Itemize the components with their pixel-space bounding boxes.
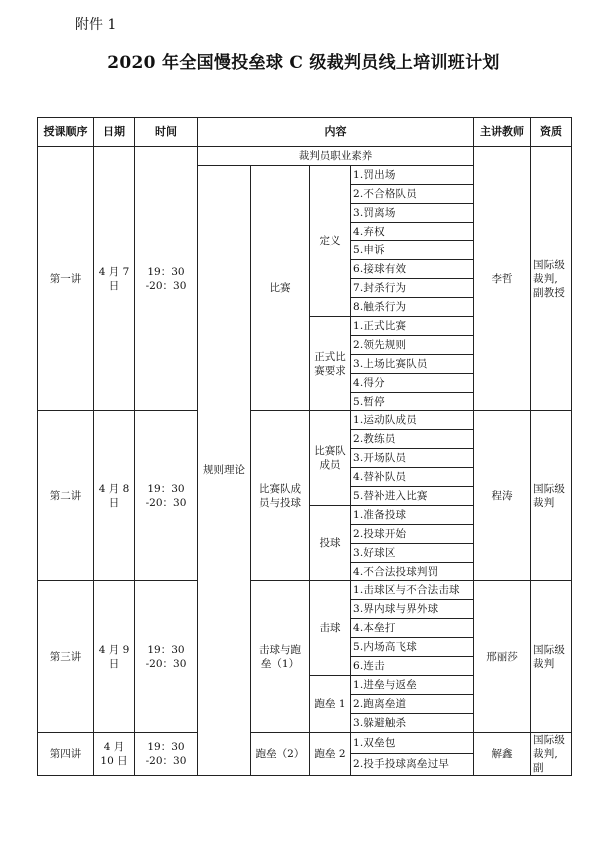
header-content: 内容	[198, 118, 474, 147]
batting-item: 6.连击	[351, 657, 474, 676]
pitching-item: 3.好球区	[351, 543, 474, 562]
definition-item: 4.弃权	[351, 222, 474, 241]
team-members-cell: 比赛队成员	[310, 411, 351, 505]
header-row	[38, 118, 572, 147]
definition-item: 6.接球有效	[351, 260, 474, 279]
definition-item: 1.罚出场	[351, 165, 474, 184]
lecture-1-order: 第一讲	[38, 147, 94, 411]
lecture-4-qualification: 国际级裁判,副	[531, 732, 572, 775]
lecture-1-teacher: 李哲	[474, 147, 531, 411]
definition-item: 7.封杀行为	[351, 279, 474, 298]
pitching-cell: 投球	[310, 505, 351, 581]
lecture-1-qualification: 国际级裁判,副教授	[531, 147, 572, 411]
team-pitch-cell: 比赛队成员与投球	[251, 411, 310, 581]
team-member-item: 1.运动队成员	[351, 411, 474, 430]
pitching-item: 4.不合法投球判罚	[351, 562, 474, 581]
running-2-item: 2.投手投球离垒过早	[351, 754, 474, 776]
team-member-item: 2.教练员	[351, 430, 474, 449]
lecture-4-order: 第四讲	[38, 732, 94, 775]
lecture-2-time: 19：30 -20：30	[135, 411, 198, 581]
batting-item: 5.内场高飞球	[351, 638, 474, 657]
definition-item: 5.申诉	[351, 241, 474, 260]
running-1-item: 3.躲避触杀	[351, 713, 474, 732]
formal-req-item: 3.上场比赛队员	[351, 354, 474, 373]
lecture-3-time: 19：30 -20：30	[135, 581, 198, 732]
definition-item: 8.触杀行为	[351, 298, 474, 317]
formal-req-item: 1.正式比赛	[351, 317, 474, 336]
attachment-label: 附件 1	[75, 17, 117, 33]
training-plan-table	[37, 117, 572, 776]
definition-cell: 定义	[310, 165, 351, 316]
ethics-cell: 裁判员职业素养	[198, 147, 474, 166]
running-1-cell: 跑垒 1	[310, 675, 351, 732]
table-row	[38, 147, 572, 166]
lecture-4-date: 4 月 10 日	[94, 732, 135, 775]
lecture-1-time: 19：30 -20：30	[135, 147, 198, 411]
formal-req-item: 2.领先规则	[351, 335, 474, 354]
lecture-2-teacher: 程涛	[474, 411, 531, 581]
formal-req-item: 5.暂停	[351, 392, 474, 411]
running-1-item: 1.进垒与返垒	[351, 675, 474, 694]
batting-item: 4.本垒打	[351, 619, 474, 638]
header-teacher: 主讲教师	[474, 118, 531, 147]
running-1-item: 2.跑离垒道	[351, 694, 474, 713]
lecture-2-order: 第二讲	[38, 411, 94, 581]
header-date: 日期	[94, 118, 135, 147]
header-time: 时间	[135, 118, 198, 147]
team-member-item: 3.开场队员	[351, 449, 474, 468]
batting-running-cell: 击球与跑垒（1）	[251, 581, 310, 732]
lecture-3-order: 第三讲	[38, 581, 94, 732]
batting-cell: 击球	[310, 581, 351, 675]
lecture-2-date: 4 月 8 日	[94, 411, 135, 581]
formal-requirements-cell: 正式比赛要求	[310, 317, 351, 411]
lecture-4-teacher: 解鑫	[474, 732, 531, 775]
team-member-item: 5.替补进入比赛	[351, 487, 474, 506]
lecture-1-date: 4 月 7 日	[94, 147, 135, 411]
formal-req-item: 4.得分	[351, 373, 474, 392]
lecture-3-qualification: 国际级裁判	[531, 581, 572, 732]
lecture-2-qualification: 国际级裁判	[531, 411, 572, 581]
definition-item: 3.罚离场	[351, 203, 474, 222]
definition-item: 2.不合格队员	[351, 184, 474, 203]
document-title: 2020 年全国慢投垒球 C 级裁判员线上培训班计划	[107, 53, 500, 73]
batting-item: 1.击球区与不合法击球	[351, 581, 474, 600]
lecture-3-date: 4 月 9 日	[94, 581, 135, 732]
pitching-item: 2.投球开始	[351, 524, 474, 543]
header-qualification: 资质	[531, 118, 572, 147]
batting-item: 3.界内球与界外球	[351, 600, 474, 619]
lecture-4-time: 19：30 -20：30	[135, 732, 198, 775]
running-2-cell: 跑垒 2	[310, 732, 351, 775]
rules-theory-cell: 规则理论	[198, 165, 251, 775]
running-2-item: 1.双垒包	[351, 732, 474, 754]
team-member-item: 4.替补队员	[351, 468, 474, 487]
lecture-3-teacher: 邢丽莎	[474, 581, 531, 732]
running-2-main-cell: 跑垒（2）	[251, 732, 310, 775]
match-cell: 比赛	[251, 165, 310, 411]
header-order: 授课顺序	[38, 118, 94, 147]
pitching-item: 1.准备投球	[351, 505, 474, 524]
